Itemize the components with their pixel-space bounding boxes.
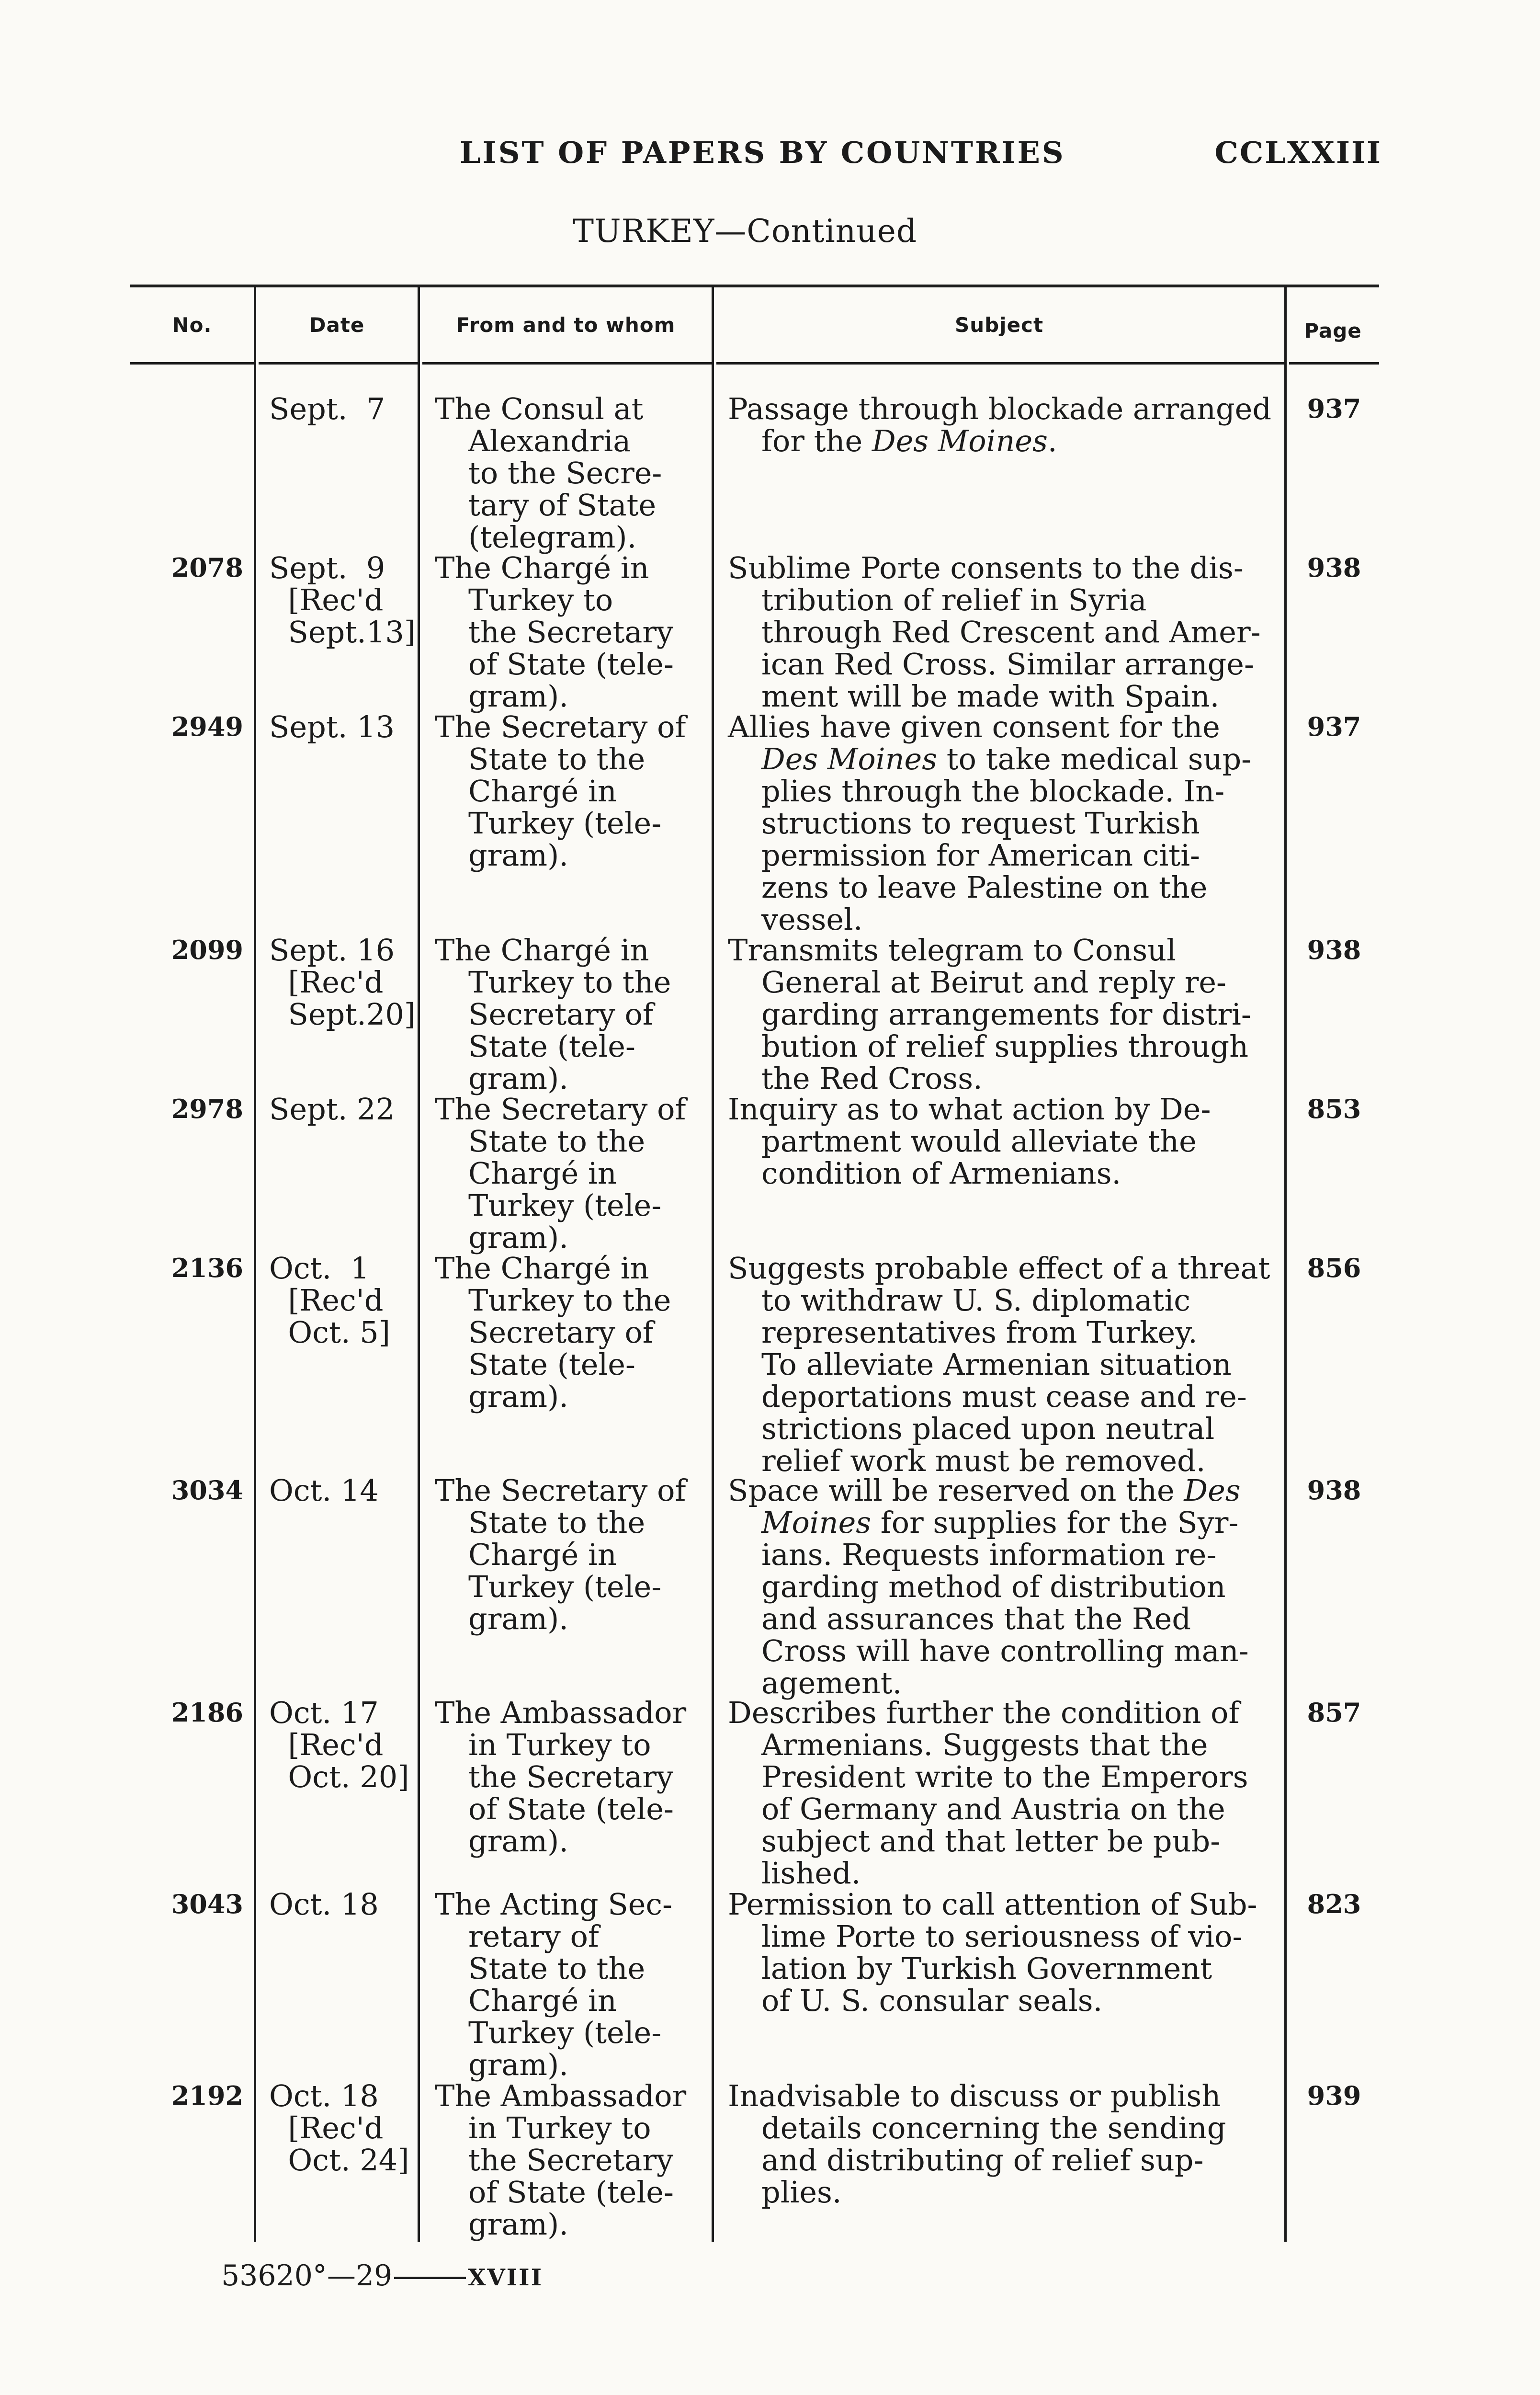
subject-line: Inadvisable to discuss or publish	[728, 2078, 1221, 2113]
date-line: Sept. 9	[269, 550, 385, 585]
subject-line: vessel.	[761, 902, 863, 937]
from-line: The Ambassador	[435, 2078, 687, 2113]
header-bottom-rule	[422, 362, 712, 365]
subject-line: Transmits telegram to Consul	[728, 933, 1176, 968]
from-line: Chargé in	[468, 1983, 617, 2018]
signature-mark: XVIII	[468, 2264, 544, 2291]
date-line: Sept.13]	[269, 615, 416, 650]
paper-date	[269, 933, 416, 1032]
from-line: The Secretary of	[435, 1473, 686, 1508]
from-line: to the Secre-	[468, 456, 662, 490]
column-header-subject: Subject	[954, 313, 1044, 337]
page-reference: 938	[1307, 552, 1361, 583]
from-line: The Chargé in	[435, 933, 649, 968]
subject-line: relief work must be removed.	[761, 1443, 1206, 1478]
subject-line: Suggests probable effect of a threat	[728, 1251, 1270, 1286]
subject-line: deportations must cease and re-	[761, 1379, 1247, 1414]
page-reference: 939	[1307, 2080, 1361, 2111]
date-line: Sept. 7	[269, 391, 385, 426]
date-line: [Rec'd	[269, 965, 384, 1000]
paper-number: 2192	[171, 2080, 243, 2111]
from-line: Chargé in	[468, 1537, 617, 1572]
subject-line: garding method of distribution	[761, 1569, 1226, 1604]
from-line: Turkey to	[468, 582, 613, 617]
from-line: State to the	[468, 1951, 645, 1986]
date-line: [Rec'd	[269, 582, 384, 617]
subject-line: to withdraw U. S. diplomatic	[761, 1283, 1191, 1318]
from-and-to-whom	[435, 1252, 701, 1413]
from-line: The Secretary of	[435, 1092, 686, 1127]
paper-subject	[728, 1888, 1274, 2017]
header-bottom-rule	[130, 362, 254, 365]
paper-date	[269, 1888, 413, 1920]
from-line: gram).	[468, 1601, 568, 1636]
from-line: retary of	[468, 1919, 599, 1954]
from-line: State to the	[468, 1505, 645, 1540]
page-reference: 938	[1307, 935, 1361, 965]
from-line: State to the	[468, 1124, 645, 1159]
from-and-to-whom	[435, 1474, 701, 1635]
header-bottom-rule	[716, 362, 1284, 365]
date-line: [Rec'd	[269, 1283, 384, 1318]
subject-line: through Red Crescent and Amer-	[761, 615, 1261, 650]
page-reference: 853	[1307, 1094, 1361, 1124]
date-line: Oct. 17	[269, 1695, 379, 1730]
from-line: Turkey (tele-	[468, 1569, 662, 1604]
page-reference: 938	[1307, 1475, 1361, 1505]
subject-line: of U. S. consular seals.	[761, 1983, 1103, 2018]
paper-subject	[728, 711, 1274, 935]
subject-line: condition of Armenians.	[761, 1156, 1121, 1191]
from-line: gram).	[468, 1379, 568, 1414]
paper-date	[269, 550, 416, 650]
from-and-to-whom	[435, 1697, 701, 1857]
subject-line: bution of relief supplies through	[761, 1029, 1249, 1064]
paper-number: 3043	[171, 1889, 243, 1919]
paper-date	[269, 1252, 413, 1348]
column-divider	[418, 287, 420, 2242]
from-and-to-whom	[435, 934, 701, 1095]
subject-line: lished.	[761, 1856, 861, 1891]
subject-line: garding arrangements for distri-	[761, 997, 1251, 1032]
column-divider	[254, 287, 256, 2242]
from-line: Secretary of	[468, 997, 654, 1032]
page-reference: 937	[1307, 711, 1361, 742]
date-line: Oct. 1	[269, 1251, 370, 1286]
from-line: The Consul at	[435, 391, 644, 426]
subject-line: Moines for supplies for the Syr-	[761, 1505, 1239, 1540]
column-header-page: Page	[1304, 319, 1362, 342]
subject-line: strictions placed upon neutral	[761, 1411, 1215, 1446]
date-line: Oct. 18	[269, 2078, 379, 2113]
paper-date	[269, 1697, 413, 1793]
from-line: (telegram).	[468, 520, 637, 555]
paper-number: 2099	[171, 935, 243, 965]
from-line: The Chargé in	[435, 1251, 649, 1286]
subject-line: tribution of relief in Syria	[761, 582, 1147, 617]
subject-line: Sublime Porte consents to the dis-	[728, 550, 1244, 585]
subject-line: details concerning the sending	[761, 2110, 1226, 2145]
column-divider	[712, 287, 714, 2242]
subject-line: subject and that letter be pub-	[761, 1824, 1221, 1859]
paper-subject	[728, 1093, 1274, 1189]
subject-line: zens to leave Palestine on the	[761, 870, 1208, 905]
paper-date	[269, 393, 413, 425]
print-code: 53620°—29	[221, 2259, 393, 2292]
from-line: Turkey to the	[468, 1283, 671, 1318]
from-and-to-whom	[435, 552, 701, 712]
date-line: Oct. 18	[269, 1887, 379, 1922]
paper-number: 2186	[171, 1697, 243, 1728]
from-line: The Acting Sec-	[435, 1887, 673, 1922]
from-line: the Secretary	[468, 1759, 674, 1794]
column-divider	[1284, 287, 1287, 2242]
from-line: tary of State	[468, 488, 657, 523]
subject-line: lation by Turkish Government	[761, 1951, 1212, 1986]
subject-line: the Red Cross.	[761, 1061, 983, 1096]
from-line: gram).	[468, 2047, 568, 2082]
subject-line: and distributing of relief sup-	[761, 2143, 1204, 2178]
subject-line: ican Red Cross. Similar arrange-	[761, 647, 1254, 682]
subject-line: Allies have given consent for the	[728, 709, 1220, 744]
date-line: Sept. 13	[269, 709, 395, 744]
subject-line: Des Moines to take medical sup-	[761, 741, 1252, 776]
from-line: in Turkey to	[468, 1727, 651, 1762]
section-title: TURKEY—Continued	[573, 213, 917, 250]
printer-footer	[221, 2259, 543, 2292]
subject-line: Armenians. Suggests that the	[761, 1727, 1208, 1762]
column-header-date: Date	[309, 313, 365, 337]
from-and-to-whom	[435, 393, 701, 553]
column-header-no: No.	[172, 313, 212, 337]
subject-line: Cross will have controlling man-	[761, 1633, 1249, 1668]
footer-rule	[394, 2277, 466, 2279]
subject-line: representatives from Turkey.	[761, 1315, 1198, 1350]
from-line: Chargé in	[468, 774, 617, 809]
subject-line: Passage through blockade arranged	[728, 391, 1272, 426]
from-line: gram).	[468, 1220, 568, 1255]
subject-line: General at Beirut and reply re-	[761, 965, 1226, 1000]
date-line: Oct. 14	[269, 1473, 379, 1508]
from-line: Turkey (tele-	[468, 1188, 662, 1223]
subject-line: Space will be reserved on the Des	[728, 1473, 1241, 1508]
paper-date	[269, 2080, 413, 2176]
from-line: of State (tele-	[468, 1791, 674, 1826]
subject-line: agement.	[761, 1665, 902, 1700]
subject-line: lime Porte to seriousness of vio-	[761, 1919, 1243, 1954]
header-bottom-rule	[259, 362, 418, 365]
from-line: Turkey (tele-	[468, 806, 662, 841]
subject-line: structions to request Turkish	[761, 806, 1200, 841]
subject-line: ment will be made with Spain.	[761, 679, 1220, 714]
from-and-to-whom	[435, 1888, 701, 2081]
subject-line: Inquiry as to what action by De-	[728, 1092, 1211, 1127]
date-line: Sept.20]	[269, 997, 416, 1032]
subject-line: plies.	[761, 2175, 842, 2210]
paper-date	[269, 1093, 413, 1125]
paper-subject	[728, 1252, 1274, 1477]
from-line: Turkey to the	[468, 965, 671, 1000]
column-header-from: From and to whom	[456, 313, 676, 337]
paper-subject	[728, 1697, 1274, 1889]
page-reference: 823	[1307, 1889, 1361, 1919]
from-line: State (tele-	[468, 1029, 635, 1064]
page-reference: 857	[1307, 1697, 1361, 1728]
from-line: State to the	[468, 741, 645, 776]
running-head: LIST OF PAPERS BY COUNTRIES	[460, 135, 1065, 170]
from-line: gram).	[468, 1061, 568, 1096]
from-and-to-whom	[435, 2080, 701, 2240]
paper-subject	[728, 552, 1274, 712]
from-line: of State (tele-	[468, 2175, 674, 2210]
subject-line: President write to the Emperors	[761, 1759, 1248, 1794]
paper-date	[269, 1474, 413, 1506]
from-line: Turkey (tele-	[468, 2015, 662, 2050]
page-reference: 856	[1307, 1253, 1361, 1283]
from-line: Alexandria	[468, 423, 631, 458]
paper-date	[269, 711, 413, 743]
page-number-roman: CCLXXIII	[1214, 135, 1382, 170]
date-line: [Rec'd	[269, 1727, 384, 1762]
from-line: gram).	[468, 2207, 568, 2242]
page-reference: 937	[1307, 393, 1361, 424]
paper-number: 3034	[171, 1475, 243, 1505]
paper-number: 2136	[171, 1253, 243, 1283]
from-line: Chargé in	[468, 1156, 617, 1191]
paper-subject	[728, 393, 1274, 457]
from-and-to-whom	[435, 1093, 701, 1254]
from-line: gram).	[468, 679, 568, 714]
from-line: the Secretary	[468, 2143, 674, 2178]
date-line: Oct. 24]	[269, 2143, 409, 2178]
from-line: State (tele-	[468, 1347, 635, 1382]
subject-line: Describes further the condition of	[728, 1695, 1240, 1730]
subject-line: partment would alleviate the	[761, 1124, 1197, 1159]
from-line: The Secretary of	[435, 709, 686, 744]
date-line: Sept. 22	[269, 1092, 395, 1127]
paper-subject	[728, 934, 1274, 1095]
subject-line: Permission to call attention of Sub-	[728, 1887, 1257, 1922]
subject-line: for the Des Moines.	[761, 423, 1057, 458]
subject-line: permission for American citi-	[761, 838, 1200, 873]
from-and-to-whom	[435, 711, 701, 871]
from-line: in Turkey to	[468, 2110, 651, 2145]
from-line: gram).	[468, 838, 568, 873]
subject-line: of Germany and Austria on the	[761, 1791, 1225, 1826]
paper-number: 2978	[171, 1094, 243, 1124]
subject-line: To alleviate Armenian situation	[761, 1347, 1232, 1382]
paper-number: 2949	[171, 711, 243, 742]
from-line: Secretary of	[468, 1315, 654, 1350]
paper-subject	[728, 2080, 1274, 2208]
from-line: gram).	[468, 1824, 568, 1859]
from-line: the Secretary	[468, 615, 674, 650]
date-line: Oct. 20]	[269, 1759, 409, 1794]
paper-number: 2078	[171, 552, 243, 583]
paper-subject	[728, 1474, 1274, 1699]
subject-line: ians. Requests information re-	[761, 1537, 1217, 1572]
from-line: The Ambassador	[435, 1695, 687, 1730]
date-line: Oct. 5]	[269, 1315, 390, 1350]
from-line: of State (tele-	[468, 647, 674, 682]
date-line: Sept. 16	[269, 933, 395, 968]
subject-line: plies through the blockade. In-	[761, 774, 1225, 809]
subject-line: and assurances that the Red	[761, 1601, 1191, 1636]
from-line: The Chargé in	[435, 550, 649, 585]
date-line: [Rec'd	[269, 2110, 384, 2145]
